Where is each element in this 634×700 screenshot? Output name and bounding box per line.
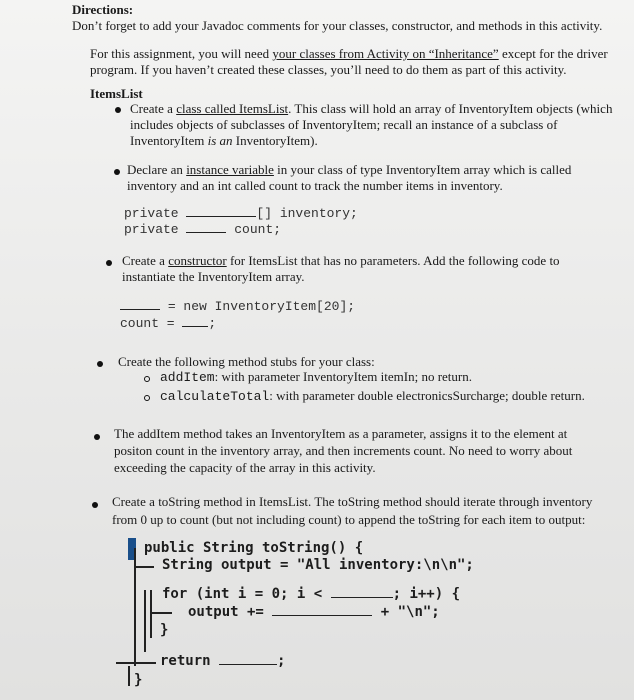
bullet-icon: [114, 169, 120, 175]
code-text: private: [124, 222, 179, 237]
b1-italic-text: is an: [207, 133, 233, 148]
b1-text: . This class will hold an array of InventoryItem objects (which: [288, 101, 613, 116]
bracket-line: [152, 612, 172, 614]
code-text: count =: [120, 316, 175, 331]
code-text: + "\n";: [380, 604, 440, 620]
hollow-bullet-icon: [144, 395, 150, 401]
b2-line-2: inventory and an int called count to track the number items in inventory.: [127, 178, 503, 193]
fill-in-blank[interactable]: [331, 597, 393, 598]
inheritance-link: your classes from Activity on “Inheritance”: [272, 46, 499, 61]
code-text: = new InventoryItem[20];: [167, 299, 356, 314]
b3-line-1: [122, 253, 560, 269]
intro-text: except for the driver: [498, 46, 608, 61]
code-line-2: String output = "All inventory:\n\n";: [162, 557, 474, 573]
hollow-bullet-icon: [144, 376, 150, 382]
intro-line-1: [90, 46, 608, 62]
b6-line-2: from 0 up to count (but not including count) to append the toString for each item to output:: [112, 512, 586, 527]
method-name: addItem: [160, 370, 215, 385]
bullet-icon: [92, 502, 98, 508]
b4-text: Create the following method stubs for your class:: [118, 354, 375, 369]
bullet-icon: [94, 434, 100, 440]
fill-in-blank[interactable]: [186, 216, 256, 217]
bullet-icon: [115, 107, 121, 113]
fill-in-blank[interactable]: [182, 326, 208, 327]
code-text: return: [160, 653, 211, 669]
bracket-line: [150, 590, 152, 638]
b4-sub-1: [160, 369, 472, 385]
intro-line-2: program. If you haven’t created these classes, you’ll need to do them as part of this activity.: [90, 62, 567, 77]
code-text: ; i++) {: [392, 586, 461, 602]
code-text: for (int i = 0; i <: [162, 586, 323, 602]
code-text: [] inventory;: [256, 206, 358, 221]
bullet-icon: [106, 260, 112, 266]
b5-line-1: The addItem method takes an InventoryItem as a parameter, assigns it to the element at: [114, 426, 568, 441]
intro-text: For this assignment, you will need: [90, 46, 273, 61]
code-text: ;: [277, 653, 286, 669]
bracket-line: [128, 666, 130, 686]
directions-heading: Directions:: [72, 2, 134, 17]
b2-code-line-1: [124, 206, 358, 221]
b3-text: Create a: [122, 253, 169, 268]
fill-in-blank[interactable]: [186, 232, 226, 233]
fill-in-blank[interactable]: [219, 664, 277, 665]
code-line-5: }: [160, 622, 169, 638]
b3-constructor-link: constructor: [168, 253, 227, 268]
method-name: calculateTotal: [160, 389, 270, 404]
code-line-1: public String toString() {: [144, 540, 364, 556]
b3-code-line-2: [120, 316, 216, 331]
b1-text: InventoryItem).: [232, 133, 318, 148]
b4-sub-2: [160, 388, 585, 404]
b1-class-link: class called ItemsList: [176, 101, 289, 116]
b2-line-1: [127, 162, 571, 178]
directions-text: Don’t forget to add your Javadoc comments for your classes, constructor, and methods in this activity.: [72, 18, 603, 33]
bracket-line: [116, 662, 156, 664]
fill-in-blank[interactable]: [272, 615, 372, 616]
code-line-6: [160, 653, 285, 669]
code-text: ;: [208, 316, 217, 331]
b6-line-1: Create a toString method in ItemsList. The toString method should iterate through inventory: [112, 494, 593, 509]
b1-line-2: includes objects of subclasses of InventoryItem; recall an instance of a subclass of: [130, 117, 558, 132]
bullet-icon: [97, 361, 103, 367]
b1-text: InventoryItem: [130, 133, 208, 148]
code-text: output +=: [188, 604, 264, 620]
bracket-line: [136, 566, 154, 568]
code-text: private: [124, 206, 179, 221]
b5-line-2: positon count in the inventory array, and then increments count. No need to worry about: [114, 443, 573, 458]
b1-line-1: [130, 101, 612, 117]
b5-line-3: exceeding the capacity of the array in this activity.: [114, 460, 376, 475]
code-text: count;: [234, 222, 282, 237]
b1-line-3: [130, 133, 318, 149]
bracket-line: [144, 590, 146, 652]
b3-line-2: instantiate the InventoryItem array.: [122, 269, 305, 284]
code-line-7: }: [134, 672, 143, 688]
section-title: ItemsList: [90, 86, 143, 101]
b4-sub-text: : with parameter double electronicsSurcharge; double return.: [269, 388, 585, 403]
b1-text: Create a: [130, 101, 177, 116]
b2-instance-link: instance variable: [186, 162, 274, 177]
code-line-4: [188, 604, 440, 620]
b3-text: for ItemsList that has no parameters. Add the following code to: [226, 253, 560, 268]
b2-text: in your class of type InventoryItem array which is called: [273, 162, 572, 177]
code-line-3: [162, 586, 460, 602]
b4-sub-text: : with parameter InventoryItem itemIn; no return.: [214, 369, 472, 384]
b2-text: Declare an: [127, 162, 187, 177]
fill-in-blank[interactable]: [120, 309, 160, 310]
b2-code-line-2: [124, 222, 281, 237]
b3-code-line-1: [120, 299, 355, 314]
